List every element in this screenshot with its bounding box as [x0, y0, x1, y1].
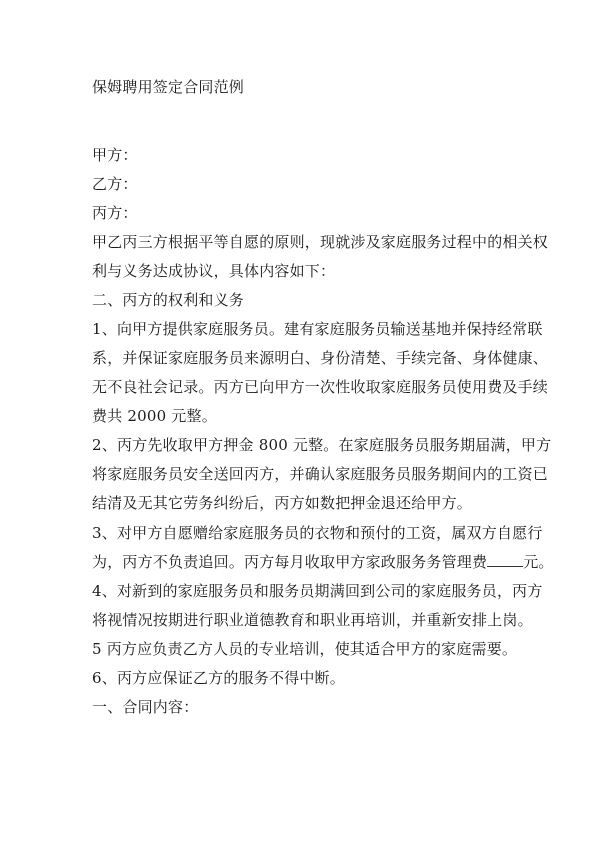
section-2-heading: 二、丙方的权利和义务 [92, 291, 245, 309]
party-b-label: 乙方： [92, 175, 138, 193]
clause-1-line-3: 无不良社会记录。丙方已向甲方一次性收取家庭服务员使用费及手续 [92, 378, 549, 396]
clause-3-line-1: 3、对甲方自愿赠给家庭服务员的衣物和预付的工资，属双方自愿行 [92, 524, 543, 542]
clause-4-line-1: 4、对新到的家庭服务员和服务员期满回到公司的家庭服务员，丙方 [92, 582, 543, 600]
document-title: 保姆聘用签定合同范例 [92, 78, 245, 96]
clause-1-line-2: 系，并保证家庭服务员来源明白、身份清楚、手续完备、身体健康、 [92, 349, 549, 367]
party-c-label: 丙方： [92, 204, 138, 222]
section-1-heading: 一、合同内容： [92, 698, 199, 716]
clause-2-line-1: 2、丙方先收取甲方押金 800 元整。在家庭服务员服务期届满，甲方 [92, 436, 552, 454]
clause-1-line-1: 1、向甲方提供家庭服务员。建有家庭服务员输送基地并保持经常联 [92, 320, 543, 338]
clause-3-text: 为，丙方不负责追回。丙方每月收取甲方家政服务务管理费 [92, 553, 488, 571]
clause-1-line-4: 费共 2000 元整。 [92, 407, 217, 425]
clause-6: 6、丙方应保证乙方的服务不得中断。 [92, 669, 345, 687]
clause-3-line-2 [92, 552, 554, 572]
intro-line-2: 利与义务达成协议，具体内容如下： [92, 262, 336, 280]
clause-4-line-2: 将视情况按期进行职业道德教育和职业再培训，并重新安排上岗。 [92, 611, 533, 629]
party-a-label: 甲方： [92, 146, 138, 164]
clause-2-line-3: 结清及无其它劳务纠纷后，丙方如数把押金退还给甲方。 [92, 494, 473, 512]
clause-2-line-2: 将家庭服务员安全送回丙方，并确认家庭服务员服务期间内的工资已 [92, 465, 549, 483]
clause-3-unit: 元。 [523, 553, 554, 571]
intro-line-1: 甲乙丙三方根据平等自愿的原则，现就涉及家庭服务过程中的相关权 [92, 233, 549, 251]
fee-blank-field [487, 552, 523, 567]
clause-5: 5 丙方应负责乙方人员的专业培训，使其适合甲方的家庭需要。 [92, 640, 518, 658]
